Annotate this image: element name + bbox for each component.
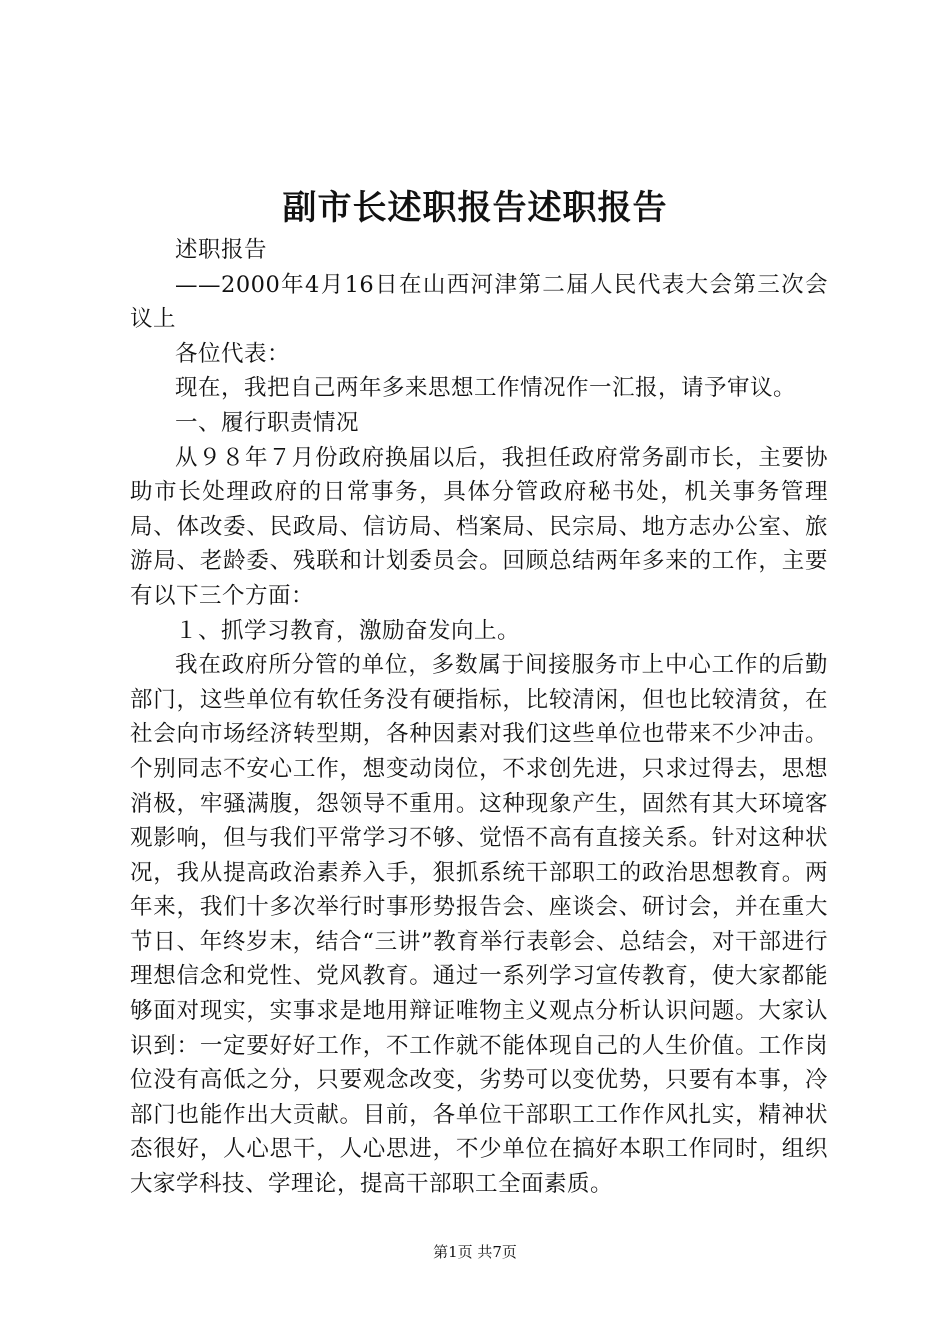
paragraph: 各位代表： (175, 340, 291, 367)
paragraph: 从９８年７月份政府换届以后，我担任政府常务副市长，主要协助市长处理政府的日常事务，具体分管政府秘书处，机关事务管理局、体改委、民政局、信访局、档案局、民宗局、地方志办公室、旅游局、老龄委、残联和计划委员会。回顾总结两年多来的工作，主要有以下三个方面： (130, 444, 828, 609)
subsection-heading: １、抓学习教育，激励奋发向上。 (175, 617, 521, 644)
paragraph: 现在，我把自己两年多来思想工作情况作一汇报，请予审议。 (175, 375, 797, 402)
paragraph: 述职报告 (175, 237, 268, 263)
document-title: 副市长述职报告述职报告 (282, 188, 668, 228)
paragraph: 我在政府所分管的单位，多数属于间接服务市上中心工作的后勤部门，这些单位有软任务没有硬指标，比较清闲，但也比较清贫，在社会向市场经济转型期，各种因素对我们这些单位也带来不少冲击。个别同志不安心工作，想变动岗位，不求创先进，只求过得去，思想消极，牢骚满腹，怨领导不重用。这种现象产生，固然有其大环境客观影响，但与我们平常学习不够、觉悟不高有直接关系。针对这种状况，我从提高政治素养入手，狠抓系统干部职工的政治思想教育。两年来，我们十多次举行时事形势报告会、座谈会、研讨会，并在重大节日、年终岁末，结合“三讲”教育举行表彰会、总结会，对干部进行理想信念和党性、党风教育。通过一系列学习宣传教育，使大家都能够面对现实，实事求是地用辩证唯物主义观点分析认识问题。大家认识到：一定要好好工作，不工作就不能体现自己的人生价值。工作岗位没有高低之分，只要观念改变，劣势可以变优势，只要有本事，冷部门也能作出大贡献。目前，各单位干部职工工作作风扎实，精神状态很好，人心思干，人心思进，不少单位在搞好本职工作同时，组织大家学科技、学理论，提高干部职工全面素质。 (130, 652, 828, 1198)
paragraph: ——2000年4月16日在山西河津第二届人民代表大会第三次会议上 (130, 271, 828, 333)
section-heading: 一、履行职责情况 (175, 409, 360, 436)
document-body (130, 233, 828, 1202)
page-footer: 第1页 共7页 (433, 1243, 517, 1261)
